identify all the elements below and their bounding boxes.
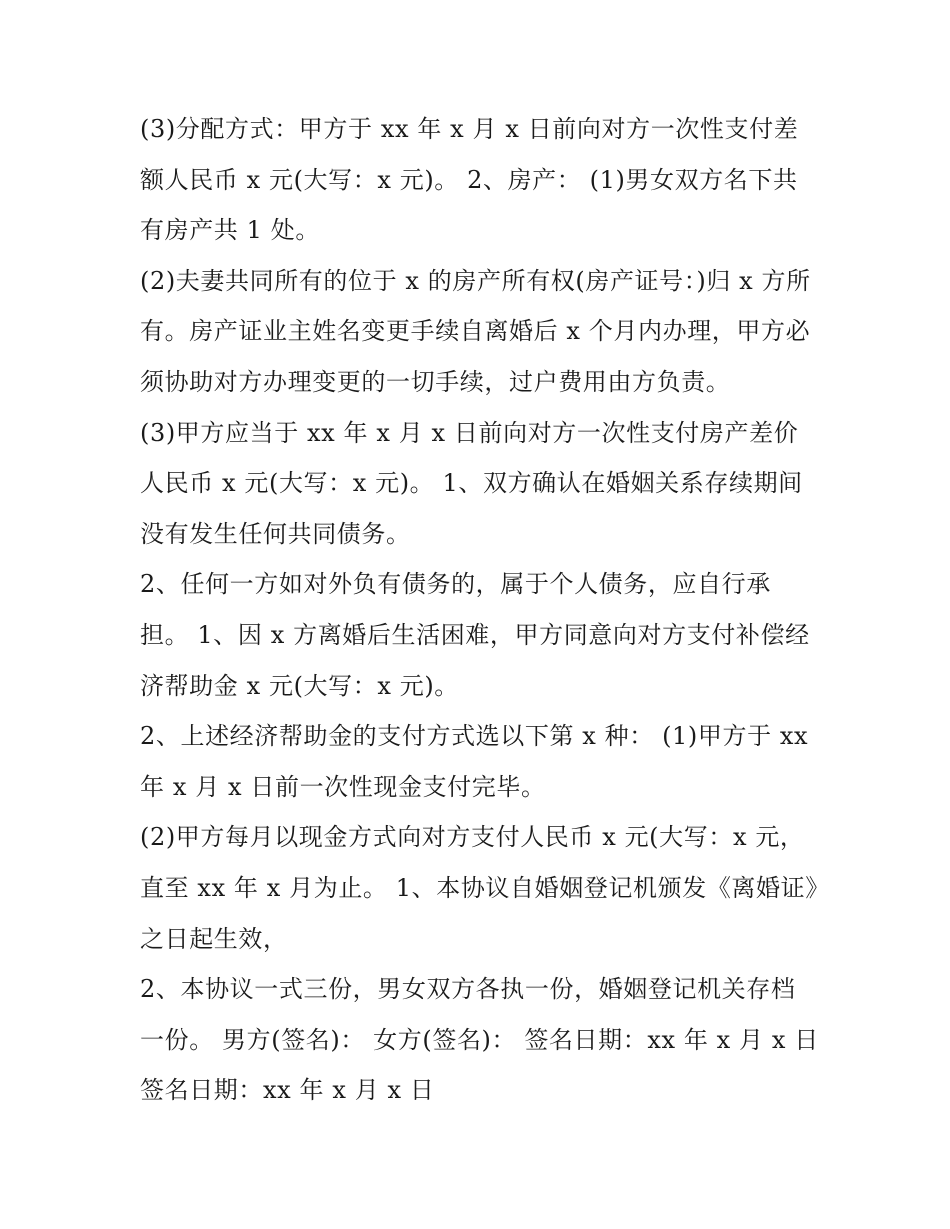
paragraph-debt-and-assistance: 2、任何一方如对外负有债务的，属于个人债务，应自行承担。 1、因 x 方离婚后生活困难，甲方同意向对方支付补偿经济帮助金 x 元(大写：x 元)。 (140, 570, 810, 700)
document-body (140, 104, 820, 1116)
paragraph-monthly-payment: (2)甲方每月以现金方式向对方支付人民币 x 元(大写：x 元，直至 xx 年 x 月为止。 1、本协议自婚姻登记机颁发《离婚证》之日起生效， (140, 823, 818, 953)
paragraph-payment-method: 2、上述经济帮助金的支付方式选以下第 x 种： (1)甲方于 xx 年 x 月 x 日前一次性现金支付完毕。 (140, 722, 809, 801)
paragraph-signatures: 2、本协议一式三份，男女双方各执一份，婚姻登记机关存档一份。 男方(签名)： 女方(签名)： 签名日期：xx 年 x 月 x 日签名日期：xx 年 x 月 x 日 (140, 975, 819, 1105)
paragraph-property-distribution: (3)分配方式：甲方于 xx 年 x 月 x 日前向对方一次性支付差额人民币 x 元(大写：x 元)。 2、房产： (1)男女双方名下共有房产共 1 处。 (140, 115, 799, 245)
paragraph-property-ownership: (2)夫妻共同所有的位于 x 的房产所有权(房产证号：)归 x 方所有。房产证业主姓名变更手续自离婚后 x 个月内办理，甲方必须协助对方办理变更的一切手续，过户费用由方负责。 (140, 266, 811, 396)
paragraph-property-payment: (3)甲方应当于 xx 年 x 月 x 日前向对方一次性支付房产差价人民币 x 元(大写：x 元)。 1、双方确认在婚姻关系存续期间没有发生任何共同债务。 (140, 418, 803, 548)
